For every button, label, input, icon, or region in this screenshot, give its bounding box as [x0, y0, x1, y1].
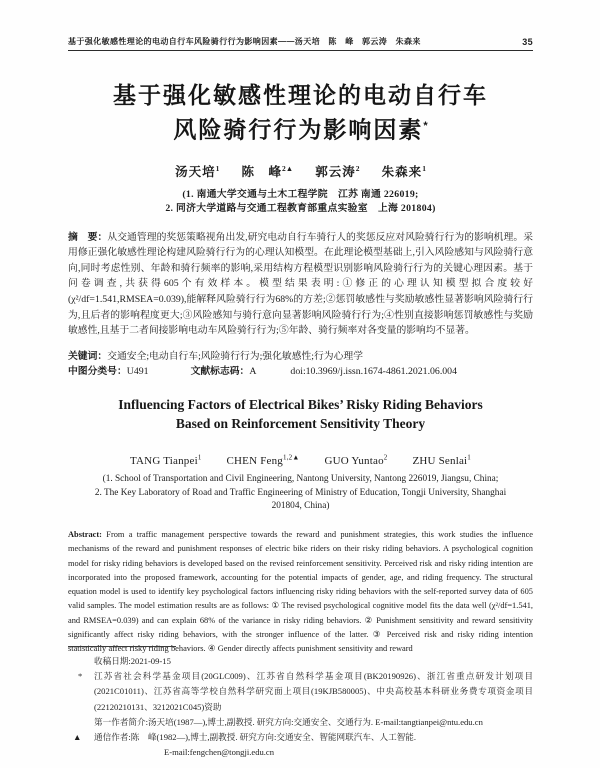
first-author-bio: 第一作者简介:汤天培(1987—),博士,副教授. 研究方向:交通安全、交通行为. E-mail:tangtianpei@ntu.edu.cn — [94, 716, 483, 727]
author-en-2-sup: 1,2▲ — [283, 453, 300, 462]
affiliations-cn — [68, 188, 533, 217]
author-en-2: CHEN Feng$^{1,2▲}$ — [226, 453, 300, 468]
page-number: 35 — [522, 37, 533, 47]
received-date: 收稿日期:2021-09-15 — [94, 656, 171, 666]
running-title: 基于强化敏感性理论的电动自行车风险骑行行为影响因素——汤天培 陈 峰 郭云涛 朱森来 — [68, 37, 421, 46]
header-rule — [68, 50, 533, 51]
author-en-1-sup: 1 — [197, 453, 202, 462]
doc-type-label: 文献标志码： — [190, 366, 250, 378]
running-header — [68, 36, 533, 47]
paper-title-cn-line2: 风险骑行行为影响因素* — [173, 116, 428, 143]
paper-title-cn — [68, 80, 533, 146]
paper-title-en-line2: Based on Reinforcement Sensitivity Theory — [175, 415, 426, 431]
footnotes — [68, 646, 533, 760]
author-cn-4-sup: 1 — [422, 163, 426, 173]
author-en-1: TANG Tianpei$^1$ — [130, 453, 202, 468]
title-footnote-mark: * — [423, 120, 428, 132]
keywords-label: 关键词： — [68, 350, 108, 362]
clc-value: U491 — [126, 366, 149, 378]
corresponding-text: 通信作者:陈 峰(1982—),博士,副教授. 研究方向:交通安全、智能网联汽车、人工智能. — [94, 732, 417, 743]
author-cn-1: 汤天培$^1$ — [175, 163, 220, 179]
paper-title-en-line1: Influencing Factors of Electrical Bikes’ Risky Riding Behaviors — [118, 396, 483, 412]
author-en-3: GUO Yuntao$^2$ — [324, 453, 388, 468]
abstract-en-text: From a traffic management perspective towards the reward and punishment strategies, this work studies the influence mechanisms of the reward and punishment responses of electric bike riders on their risky riding behaviors. A psychological cognition model for risky riding behaviors is developed based on the revised reinforcement sensitivity. Perceived risk and risky riding intention are incorporated into the proposed framework, accounting for the potential impacts of gender, age, and riding frequency. The structural equation model is used to identify key psychological factors influencing risky riding behaviors with the self-reported survey data of 605 valid samples. The model estimation results are as follows: ① The revised psychological cognitive model fits the data well (χ²/df=1.541, and RMSEA=0.039) and can explain 68% of the variance in risky riding behaviors. ② Punishment sensitivity and reward sensitivity significantly affect risky riding behaviors, with the stronger influence of the latter. ③ Perceived risk and risky riding intention statistically affect risky riding behaviors. ④ Gender directly affects punishment sensitivity and reward — [68, 529, 533, 654]
doc-type-value: A — [249, 366, 257, 378]
affiliation-cn-line2: 2. 同济大学道路与交通工程教育部重点实验室 上海 201804) — [165, 203, 436, 215]
abstract-en — [68, 528, 533, 657]
affiliation-cn-line1: (1. 南通大学交通与土木工程学院 江苏 南通 226019; — [182, 188, 419, 200]
abstract-en-label: Abstract: — [68, 529, 102, 539]
author-en-4-sup: 1 — [467, 453, 471, 462]
keywords-cn — [68, 349, 533, 365]
abstract-cn-label: 摘 要： — [68, 231, 108, 243]
affiliation-en-line2: 2. The Key Laboratory of Road and Traffic Engineering of Ministry of Education, Tongji University, Shanghai — [94, 487, 507, 498]
meta-line — [68, 364, 533, 380]
corresponding-marker: ▲ — [73, 732, 82, 743]
fund-note — [68, 669, 533, 715]
abstract-cn — [68, 230, 533, 339]
clc-label: 中图分类号： — [68, 366, 127, 378]
footnote-divider — [68, 646, 176, 647]
affiliation-en-line1: (1. School of Transportation and Civil Engineering, Nantong University, Nantong 226019, Jiangsu, China; — [102, 474, 499, 485]
author-cn-1-sup: 1 — [215, 163, 220, 173]
paper-title-cn-line1: 基于强化敏感性理论的电动自行车 — [113, 82, 488, 108]
corresponding-email: E-mail:fengchen@tongji.edu.cn — [164, 747, 275, 758]
abstract-cn-text: 从交通管理的奖惩策略视角出发,研究电动自行车骑行人的奖惩反应对风险骑行行为的影响机理。采用修正强化敏感性理论构建风险骑行行为的心理认知模型。在此理论模型基础上,引入风险感知与风险骑行意向,同时考虑性别、年龄和骑行频率的影响,采用结构方程模型识别影响风险骑行行为的关键心理因素。基于问卷调查,共获得605个有效样本。模型结果表明:①修正的心理认知模型拟合度较好(χ²/df=1.541,RMSEA=0.039),能解释风险骑行行为68%的方差;②惩罚敏感性与奖励敏感性显著影响风险骑行行为,且后者的影响程度更大;③风险感知与骑行意向显著影响风险骑行行为;④性别直接影响惩罚敏感性与奖励敏感性,且基于二者间接影响电动车风险骑行行为;⑤年龄、骑行频率对各变量的影响均不显著。 — [68, 231, 534, 337]
author-en-3-sup: 2 — [383, 453, 388, 462]
author-cn-2-sup: 2▲ — [281, 163, 294, 173]
author-cn-3: 郭云涛$^2$ — [315, 163, 360, 179]
affiliations-en — [68, 473, 533, 514]
doc-type-segment — [191, 364, 257, 380]
author-cn-3-sup: 2 — [355, 163, 360, 173]
affiliation-en-line3: 201804, China) — [271, 501, 330, 512]
authors-cn — [68, 162, 533, 180]
paper-title-en — [68, 395, 533, 433]
fund-text: 江苏省社会科学基金项目(20GLC009)、江苏省自然科学基金项目(BK20190926)、浙江省重点研发计划项目(2021C01011)、江苏省高等学校自然科学研究面上项目(19KJB580005)、中央高校基本科研业务费专项资金项目(22120210131、3212021C045)资助 — [94, 671, 533, 712]
corresponding-author-bio — [68, 730, 533, 745]
authors-en — [68, 454, 533, 468]
author-en-4: ZHU Senlai$^1$ — [412, 453, 471, 468]
author-cn-2: 陈 峰$^{2▲}$ — [241, 163, 294, 179]
doi-text: doi:10.3969/j.issn.1674-4861.2021.06.004 — [290, 366, 457, 378]
fund-marker: * — [78, 671, 83, 682]
keywords-text: 交通安全;电动自行车;风险骑行行为;强化敏感性;行为心理学 — [107, 350, 363, 362]
author-cn-4: 朱森来$^1$ — [381, 163, 426, 179]
clc-segment — [68, 364, 149, 380]
